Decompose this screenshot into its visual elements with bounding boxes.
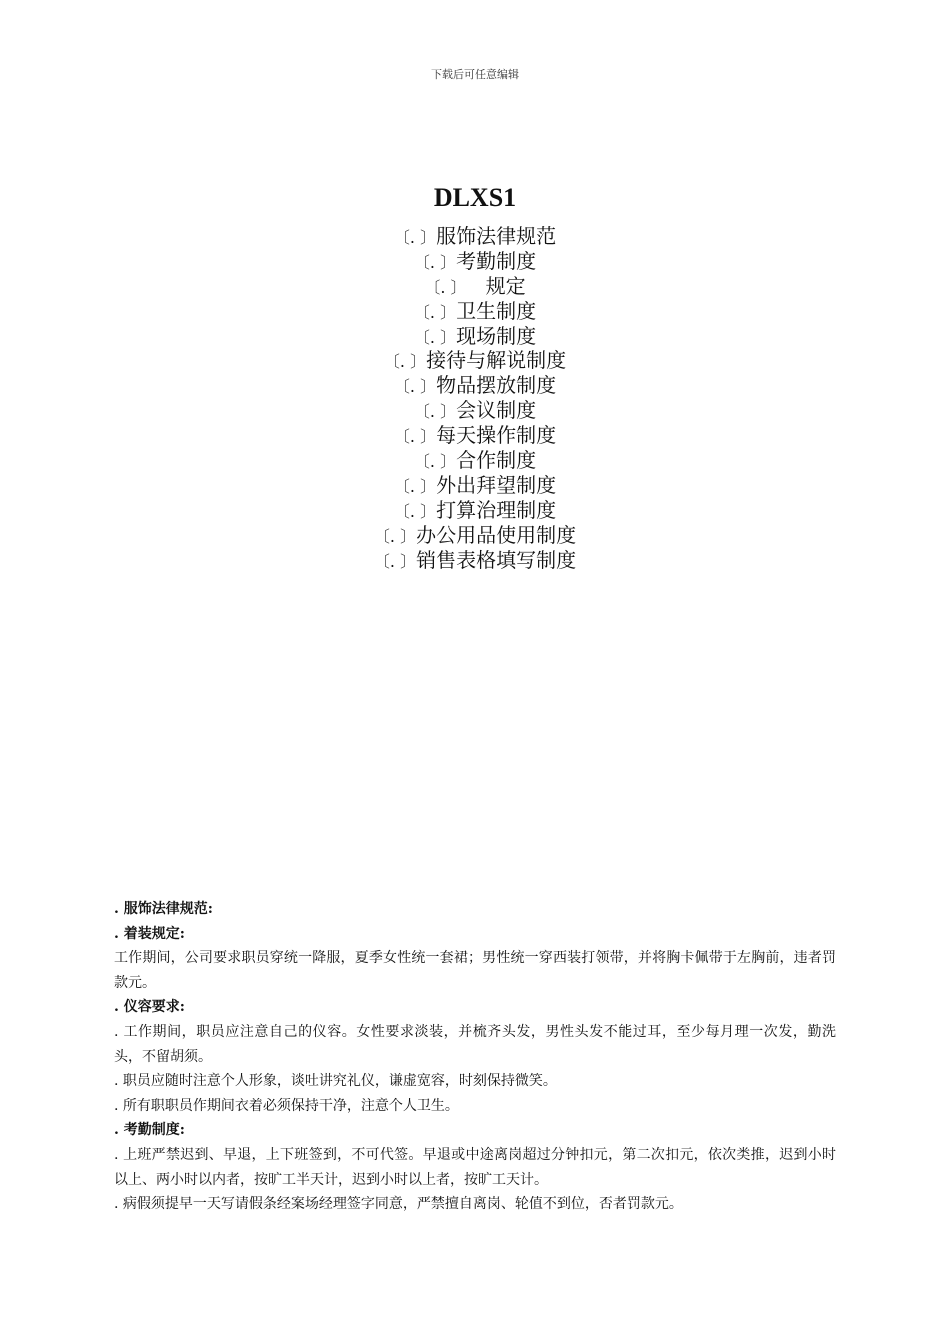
toc-item-label: 销售表格填写制度: [416, 547, 577, 572]
toc-item-label: 每天操作制度: [436, 423, 557, 448]
toc-item-bracket: 〔. 〕: [413, 252, 457, 272]
toc-item: [0, 423, 950, 448]
subsection-heading-appearance: . 仪容要求:: [114, 999, 185, 1016]
section-heading-attendance: . 考勤制度:: [114, 1122, 185, 1139]
toc-item: [0, 224, 950, 249]
toc-item-label: 接待与解说制度: [426, 348, 567, 373]
document-body: [114, 897, 836, 1217]
paragraph-attendance-2: . 病假须提早一天写请假条经案场经理签字同意，严禁擅自离岗、轮值不到位，否者罚款元。: [114, 1196, 683, 1213]
paragraph-attendance-1: . 上班严禁迟到、早退，上下班签到，不可代签。早退或中途离岗超过分钟扣元，第二次扣元，依次类推，迟到小时以上、两小时以内者，按旷工半天计，迟到小时以上者，按旷工天计。: [114, 1146, 836, 1188]
toc-item-bracket: 〔. 〕: [413, 452, 457, 472]
toc-item-label: 外出拜望制度: [436, 472, 557, 497]
toc-item: [0, 373, 950, 398]
toc-item: [0, 523, 950, 548]
toc-item-bracket: 〔. 〕: [373, 526, 417, 546]
toc-item-bracket: 〔. 〕: [393, 476, 437, 496]
toc-item-label: 考勤制度: [456, 248, 537, 273]
toc-item-label: 物品摆放制度: [436, 373, 557, 398]
toc-item-label: 卫生制度: [456, 298, 537, 323]
paragraph-attire: 工作期间，公司要求职员穿统一降服，夏季女性统一套裙；男性统一穿西装打领带，并将胸卡佩带于左胸前，违者罚款元。: [114, 950, 836, 991]
toc-item: [0, 498, 950, 523]
toc-item-bracket: 〔. 〕: [393, 501, 437, 521]
toc-item: [0, 348, 950, 373]
toc-item-bracket: 〔. 〕: [413, 402, 457, 422]
toc-item-label: 合作制度: [456, 448, 537, 473]
toc-item-bracket: 〔. 〕: [393, 228, 437, 247]
toc-item-bracket: 〔. 〕: [413, 327, 457, 347]
toc-item: [0, 548, 950, 573]
toc-item-bracket: 〔. 〕: [393, 377, 437, 397]
toc-item: [0, 249, 950, 274]
subsection-heading-attire: . 着装规定:: [114, 925, 185, 942]
toc-item-label: 办公用品使用制度: [416, 522, 577, 547]
toc-item-bracket: 〔. 〕: [424, 277, 467, 297]
paragraph-appearance-3: . 所有职职员作期间衣着必须保持干净，注意个人卫生。: [114, 1097, 459, 1114]
document-title: DLXS1: [433, 183, 517, 212]
paragraph-appearance-2: . 职员应随时注意个人形象，谈吐讲究礼仪，谦虚宽容，时刻保持微笑。: [114, 1073, 557, 1090]
toc-item-bracket: 〔. 〕: [373, 551, 417, 571]
table-of-contents: [0, 224, 950, 572]
toc-item-label: 现场制度: [456, 323, 537, 348]
toc-item-label: 会议制度: [456, 398, 537, 423]
toc-item-label: 规定: [466, 273, 526, 298]
toc-item: [0, 448, 950, 473]
toc-item-bracket: 〔. 〕: [393, 427, 437, 447]
toc-item: [0, 274, 950, 299]
paragraph-appearance-1: . 工作期间，职员应注意自己的仪容。女性要求淡装，并梳齐头发，男性头发不能过耳，至少每月理一次发，勤洗头，不留胡须。: [114, 1023, 836, 1065]
toc-item: [0, 324, 950, 349]
page-header-note: 下载后可任意编辑: [431, 68, 519, 81]
toc-item-label: 服饰法律规范: [436, 224, 557, 248]
toc-item-bracket: 〔. 〕: [413, 302, 457, 322]
toc-item-label: 打算治理制度: [436, 497, 557, 522]
toc-item: [0, 299, 950, 324]
toc-item: [0, 473, 950, 498]
toc-item: [0, 398, 950, 423]
toc-item-bracket: 〔. 〕: [383, 352, 427, 372]
section-heading-dress-code: . 服饰法律规范:: [114, 901, 213, 917]
